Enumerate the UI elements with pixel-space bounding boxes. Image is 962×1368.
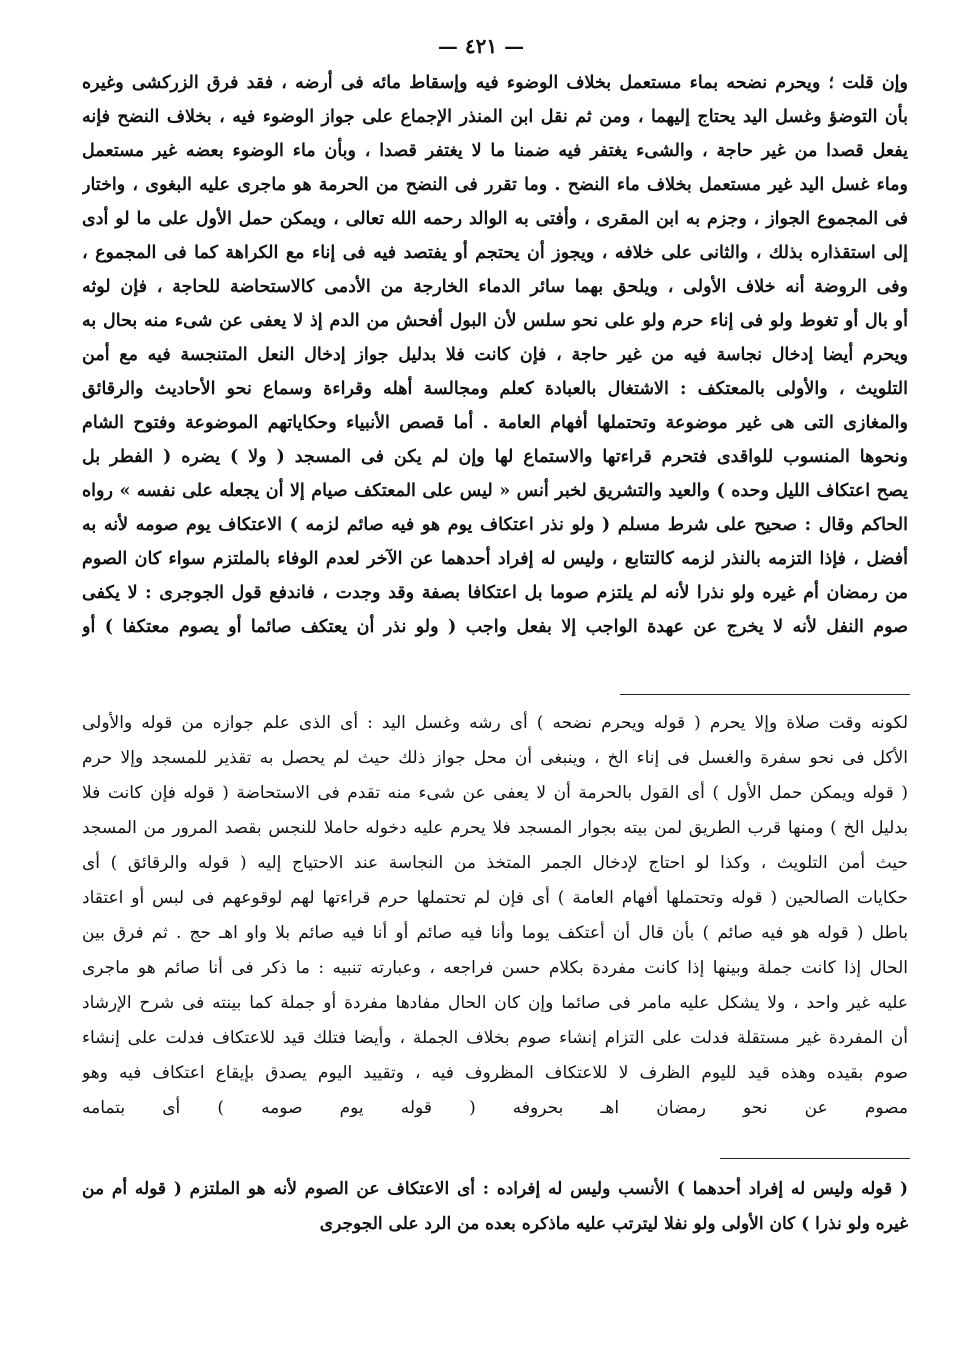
footnote-separator (620, 694, 910, 695)
footnote-line: أن المفردة غير مستقلة فدلت على التزام إنشاء صوم بخلاف الجملة ، وأيضا فتلك قيد للاعتكاف فدلت على إنشاء (82, 1028, 908, 1048)
footnote-line: لكونه وقت صلاة وإلا يحرم ( قوله ويحرم نضحه ) أى رشه وغسل اليد : أى الذى علم جوازه من قوله والأولى (82, 713, 908, 733)
page-number: — ٤٢١ — (437, 34, 525, 58)
footnote-line: عليه غير واحد ، ولا يشكل عليه مامر فى صائما وإن كان الحال مفادها مفردة أو جملة كما بينته فى شرح الإرشاد (82, 993, 908, 1013)
main-text-line: بأن التوضؤ وغسل اليد يحتاج إليهما ، ومن ثم نقل ابن المنذر الإجماع على جواز الوضوء فيه ، بخلاف النضح فإنه (82, 107, 908, 127)
main-text-line: فى المجموع الجواز ، وجزم به ابن المقرى ، وأفتى به الوالد رحمه الله تعالى ، ويمكن حمل الأول على ما لو أدى (82, 209, 908, 229)
footnote-commentary (82, 706, 908, 1126)
main-text-line: أفضل ، فإذا التزمه بالنذر لزمه كالتتابع ، وليس له إفراد أحدهما عن الآخر لعدم الوفاء بالملتزم سواء كان الصوم (82, 549, 908, 569)
footnote-line: ( قوله وليس له إفراد أحدهما ) الأنسب وليس له إفراده : أى الاعتكاف عن الصوم لأنه هو الملتزم ( قوله أم من (82, 1179, 908, 1199)
footnote-line: بدليل الخ ) ومنها قرب الطريق لمن بيته بجوار المسجد فلا يحرم عليه دخوله حاملا للنجس بقصد المرور من المسجد (82, 818, 908, 838)
footnote-line: الأكل فى نحو سفرة والغسل فى إناء الخ ، وينبغى أن محل جواز ذلك حيث لم يحصل به تقذير للمسجد وإلا حرم (82, 748, 908, 768)
footnote-separator (720, 1158, 910, 1159)
main-text-line: أو بال أو تغوط ولو فى إناء حرم ولو على نحو سلس لأن البول أفحش من الدم إذ لا يعفى عن شىء منه بحال به (82, 311, 908, 331)
footnote-line: صوم بقيده وهذه قيد لليوم الظرف لا للاعتكاف المظروف فيه ، وتقييد اليوم يصدق بإيقاع اعتكاف فيه وهو (82, 1063, 908, 1083)
footnote-line: الحال إذا كانت جملة وبينها إذا كانت مفردة بكلام حسن فراجعه ، وعبارته تنبيه : ما ذكر فى أنا صائم هو ماجرى (82, 958, 908, 978)
main-text-line: الحاكم وقال : صحيح على شرط مسلم ( ولو نذر اعتكاف يوم هو فيه صائم لزمه ) الاعتكاف يوم صومه لأنه به (82, 515, 908, 535)
main-text-line: ونحوها المنسوب للواقدى فتحرم قراءتها والاستماع لها وإن لم يكن فى المسجد ( ولا ) يضره ( الفطر بل (82, 447, 908, 467)
main-text-line: يفعل قصدا من غير حاجة ، والشىء يغتفر فيه ضمنا ما لا يغتفر قصدا ، وبأن ماء الوضوء بعضه غير مستعمل (82, 141, 908, 161)
main-text-line: وماء غسل اليد غير مستعمل بخلاف ماء النضح . وما تقرر فى النضح من الحرمة هو ماجرى عليه البغوى ، واختار (82, 175, 908, 195)
main-text-line: وفى الروضة أنه خلاف الأولى ، ويلحق بهما سائر الدماء الخارجة من الأدمى كالاستحاضة للحاجة ، فإن لوثه (82, 277, 908, 297)
footnote-line: حكايات الصالحين ( قوله وتحتملها أفهام العامة ) أى فإن لم تحتملها حرم قراءتها لهم لوقوعهم فى لبس أو اعتقاد (82, 888, 908, 908)
main-text-line: وإن قلت ؛ ويحرم نضحه بماء مستعمل بخلاف الوضوء فيه وإسقاط مائه فى أرضه ، فقد فرق الزركشى وغيره (82, 73, 908, 93)
main-text-line: من رمضان أم غيره ولو نذرا لأنه لم يلتزم صوما بل اعتكافا بصفة وقد وجدت ، فاندفع قول الجوجرى : لا يكفى (82, 583, 908, 603)
main-text (82, 66, 908, 644)
footnote-line: غيره ولو نذرا ) كان الأولى ولو نفلا ليترتب عليه ماذكره بعده من الرد على الجوجرى (319, 1214, 908, 1234)
main-text-line: صوم النفل لأنه لا يخرج عن عهدة الواجب إلا بفعل واجب ( ولو نذر أن يعتكف صائما أو يصوم معتكفا ) أو (82, 617, 908, 637)
main-text-line: والمغازى التى هى غير موضوعة وتحتملها أفهام العامة . أما قصص الأنبياء وحكاياتهم الموضوعة وفتوح الشام (82, 413, 908, 433)
footnote-line: مصوم عن نحو رمضان اهـ بحروفه ( قوله يوم صومه ) أى بتمامه (82, 1098, 908, 1118)
main-text-line: يصح اعتكاف الليل وحده ) والعيد والتشريق لخبر أنس « ليس على المعتكف صيام إلا أن يجعله على نفسه » رواه (82, 481, 908, 501)
footnote-line: ( قوله ويمكن حمل الأول ) أى القول بالحرمة أن لا يعفى عن شىء منه تقدم فى الاستحاضة ( قوله فإن كانت فلا (82, 783, 908, 803)
footnote-line: باطل ( قوله هو فيه صائم ) بأن قال أن أعتكف يوما وأنا فيه صائم أو أنا فيه صائم بلا واو اهـ حج . ثم فرق بين (82, 923, 908, 943)
main-text-line: ويحرم أيضا إدخال نجاسة فيه من غير حاجة ، فإن كانت فلا بدليل جواز إدخال النعل المتنجسة فيه مع أمن (82, 345, 908, 365)
main-text-line: التلويث ، والأولى بالمعتكف : الاشتغال بالعبادة كعلم ومجالسة أهله وقراءة وسماع نحو الأحاديث والرقائق (82, 379, 908, 399)
footnote-line: حيث أمن التلويث ، وكذا لو احتاج لإدخال الجمر المتخذ من النجاسة عند الاحتياج إليه ( قوله والرقائق ) أى (82, 853, 908, 873)
footnote-gloss (82, 1172, 908, 1242)
main-text-line: إلى استقذاره بذلك ، والثانى على خلافه ، ويجوز أن يحتجم أو يفتصد فيه فى إناء مع الكراهة كما فى المجموع ، (82, 243, 908, 263)
